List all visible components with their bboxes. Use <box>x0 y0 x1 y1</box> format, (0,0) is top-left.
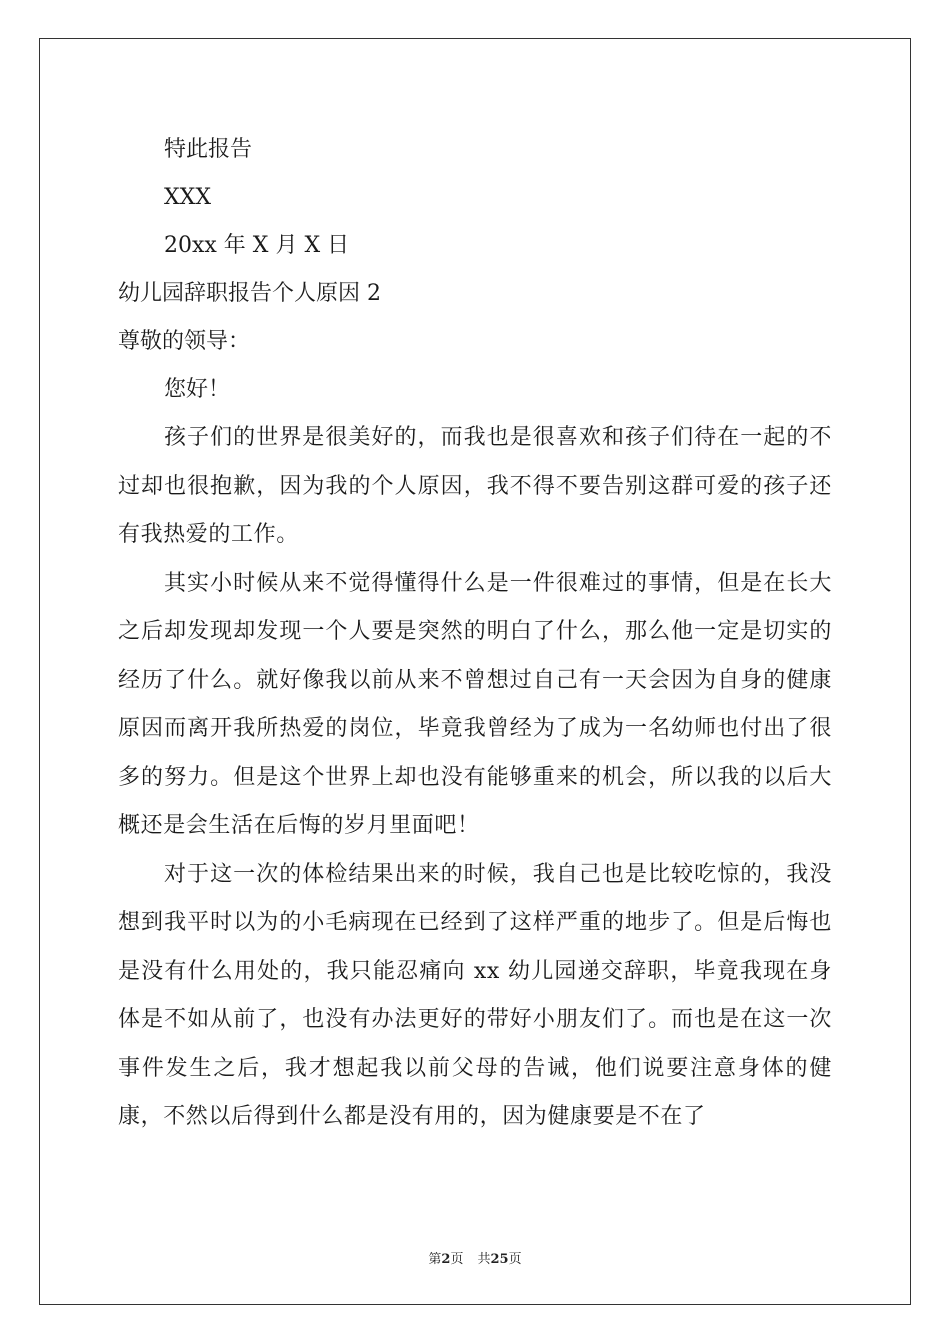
greeting: 您好！ <box>164 377 231 402</box>
footer-page-number: 2 <box>441 1252 451 1267</box>
footer-total-pages: 25 <box>490 1252 509 1267</box>
document-body <box>118 126 832 1142</box>
footer-page-suffix: 页 <box>450 1252 464 1267</box>
footer-total-prefix: 共 <box>477 1252 491 1267</box>
page-footer <box>0 1248 950 1267</box>
closing-line-signature: XXX <box>164 185 211 210</box>
section-title: 幼儿园辞职报告个人原因 2 <box>118 281 381 306</box>
closing-line-report: 特此报告 <box>164 137 253 162</box>
closing-line-date: 20xx 年 X 月 X 日 <box>164 233 350 258</box>
body-paragraph-1: 孩子们的世界是很美好的，而我也是很喜欢和孩子们待在一起的不过却也很抱歉，因为我的个人原因，我不得不要告别这群可爱的孩子还有我热爱的工作。 <box>118 425 832 547</box>
footer-total-suffix: 页 <box>508 1252 522 1267</box>
footer-page-prefix: 第 <box>428 1252 442 1267</box>
body-paragraph-3: 对于这一次的体检结果出来的时候，我自己也是比较吃惊的，我没想到我平时以为的小毛病现在已经到了这样严重的地步了。但是后悔也是没有什么用处的，我只能忍痛向 xx 幼儿园递交辞职，毕竟我现在身体是不如从前了，也没有办法更好的带好小朋友们了。而也是在这一次事件发生之后，我才想起我以前父母的告诫，他们说要注意身体的健康，不然以后得到什么都是没有用的，因为健康要是不在了 <box>118 861 832 1129</box>
body-paragraph-2: 其实小时候从来不觉得懂得什么是一件很难过的事情，但是在长大之后却发现却发现一个人要是突然的明白了什么，那么他一定是切实的经历了什么。就好像我以前从来不曾想过自己有一天会因为自身的健康原因而离开我所热爱的岗位，毕竟我曾经为了成为一名幼师也付出了很多的努力。但是这个世界上却也没有能够重来的机会，所以我的以后大概还是会生活在后悔的岁月里面吧！ <box>118 570 832 838</box>
salutation: 尊敬的领导： <box>118 329 251 354</box>
